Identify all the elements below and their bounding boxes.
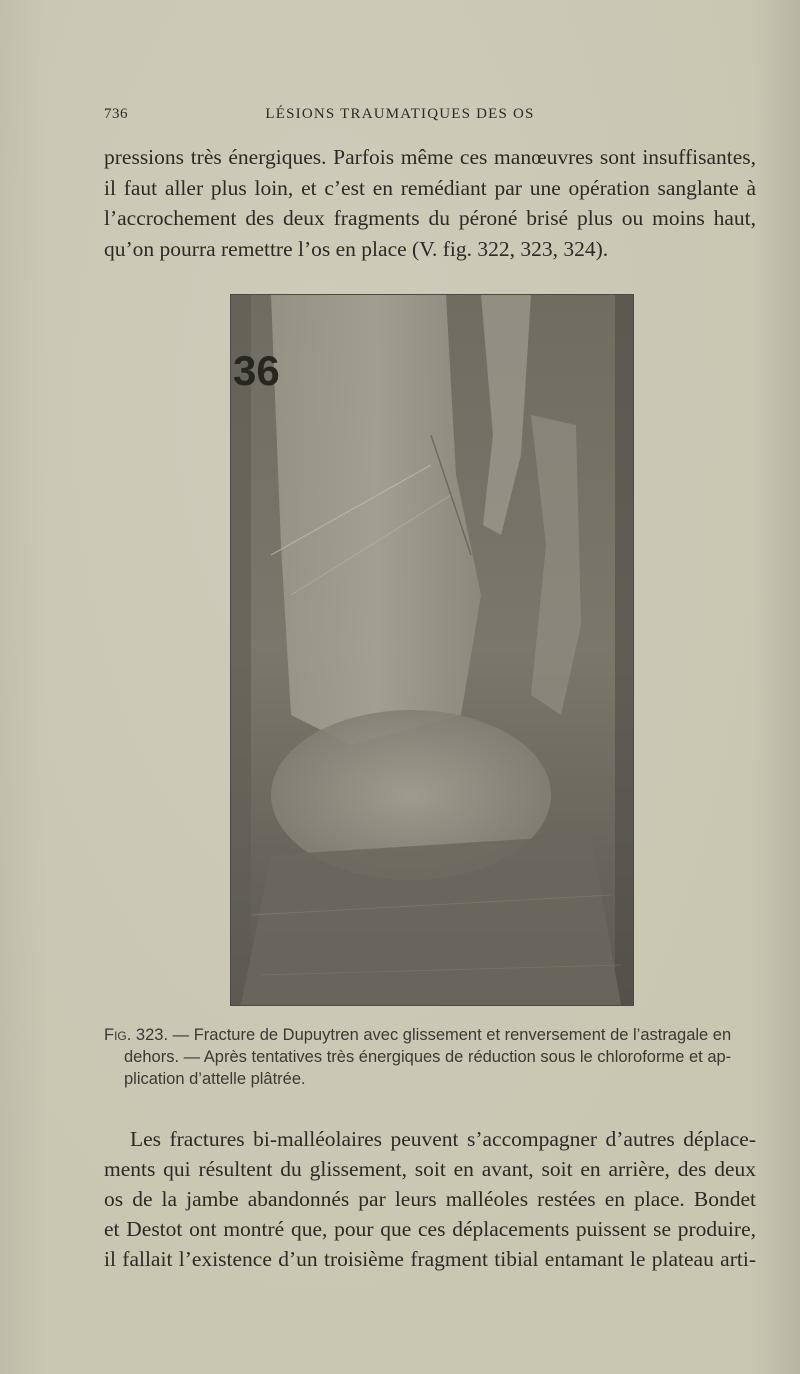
text-line: et Destot ont montré que, pour que ces déplacements puissent se produire, [104,1217,756,1241]
text-line: os de la jambe abandonnés par leurs malléoles restées en place. Bondet [104,1187,756,1211]
caption-line: plication d’attelle plâtrée. [124,1070,306,1088]
text-line: qu’on pourra remettre l’os en place (V. fig. 322, 323, 324). [104,236,609,261]
text-line: Les fractures bi-malléolaires peuvent s’accompagner d’autres déplace- [130,1127,756,1151]
text-line: il fallait l’existence d’un troisième fragment tibial entamant le plateau arti- [104,1247,756,1271]
page-number: 736 [104,106,128,122]
radiograph-image [231,295,633,1005]
text-line: ments qui résultent du glissement, soit en avant, soit en arrière, des deux [104,1157,756,1181]
running-head: LÉSIONS TRAUMATIQUES DES OS [265,106,535,122]
text-line: il faut aller plus loin, et c’est en remédiant par une opération sanglante à [104,175,756,200]
plate-marking: 36 [233,347,280,394]
paragraph-bottom [104,1124,756,1274]
paragraph-top [104,142,756,264]
figure-caption [104,1024,760,1090]
radiograph-figure [230,294,634,1006]
caption-line: dehors. — Après tentatives très énergiques de réduction sous le chloroforme et ap- [124,1048,732,1066]
figure-label: Fig. 323. [104,1026,169,1044]
text-line: l’accrochement des deux fragments du péroné brisé plus ou moins haut, [104,206,756,230]
text-line: pressions très énergiques. Parfois même ces manœuvres sont insuffisantes, [104,145,756,169]
caption-line: Fig. 323. — Fracture de Dupuytren avec glissement et renversement de l’astragale en [104,1026,732,1044]
